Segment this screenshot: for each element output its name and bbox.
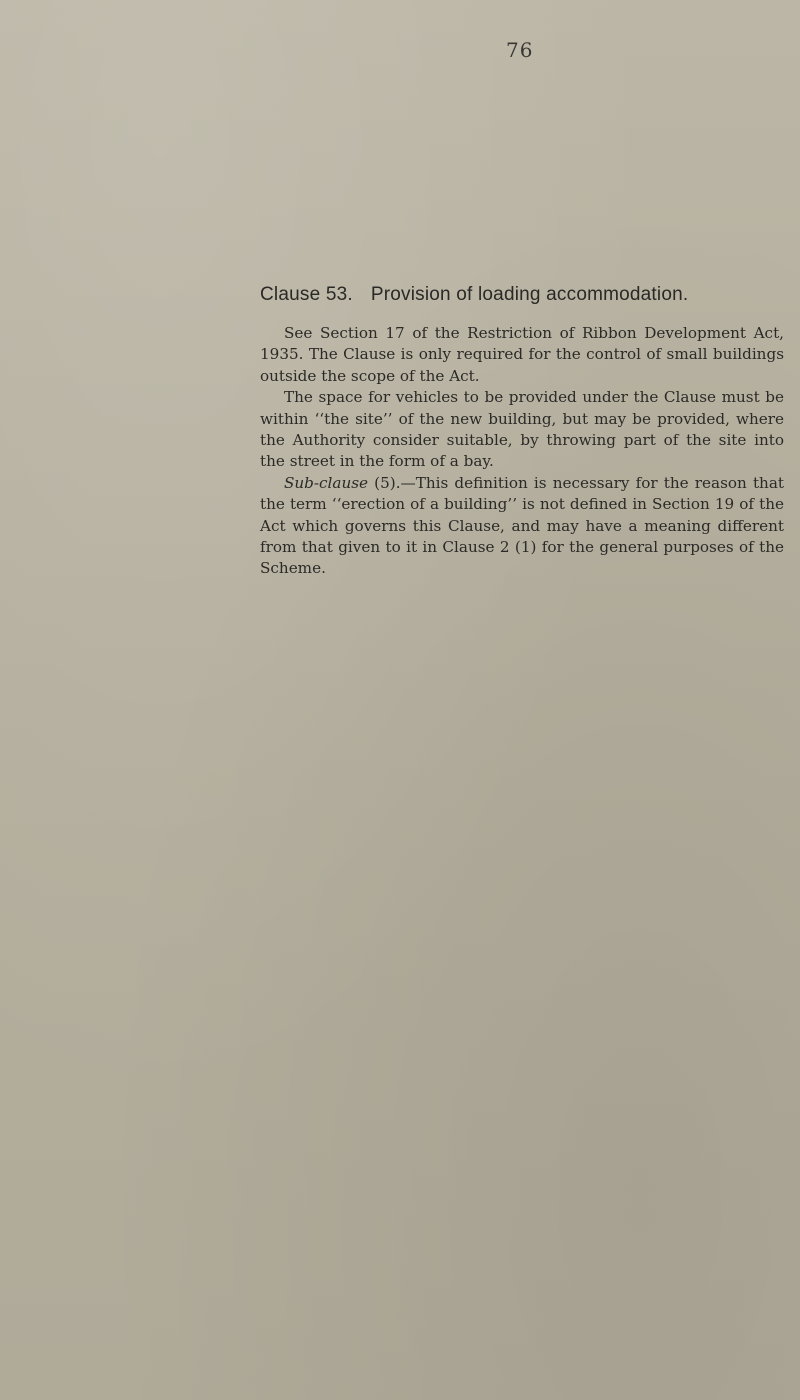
clause-number: Clause 53. [260,284,353,305]
paragraph-2: The space for vehicles to be provided under the Clause must be within ‘‘the site’’ of the new building, but may be provided, where the Authority consider suitable, by throwing part of the site into the street in the form of a bay. [260,388,784,471]
sub-clause-label: Sub-clause [284,473,369,492]
paragraph-3 [260,473,784,580]
clause-title: Provision of loading accommodation. [370,284,689,305]
paragraph-1: See Section 17 of the Restriction of Ribbon Development Act, 1935. The Clause is only required for the control of small buildings outside the scope of the Act. [260,324,784,385]
clause-body [260,323,784,580]
paragraph-3-text: (5).—This definition is necessary for the reason that the term ‘‘erection of a building’’ is not defined in Section 19 of the Act which governs this Clause, and may have a meaning different from that given to it in Clause 2 (1) for the general purposes of the Scheme. [260,473,784,578]
page-number: 76 [506,38,534,62]
clause-heading [260,284,688,306]
